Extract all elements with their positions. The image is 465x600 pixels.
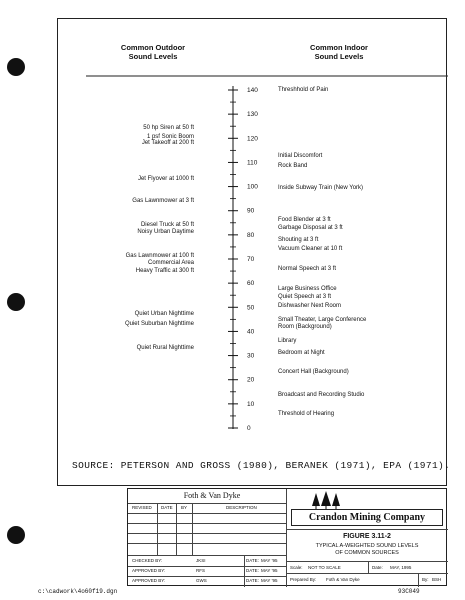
scale-tick-label: 90 [247,207,255,215]
outdoor-header-line2: Sound Levels [128,52,178,61]
indoor-source-label: Vacuum Cleaner at 10 ft [278,245,343,252]
date-value: MAY, 1995 [390,565,412,570]
indoor-source-label: Initial Discomfort [278,152,323,159]
approved-by-label-1: APPROVED BY: [132,568,166,573]
scale-tick-label: 30 [247,352,255,360]
scale-tick-label: 40 [247,328,255,336]
tree-logo [311,491,341,509]
indoor-source-label: Quiet Speech at 3 ft [278,294,332,301]
indoor-source-label: Garbage Disposal at 3 ft [278,225,343,232]
checked-by: JKSI [196,558,206,563]
prepared-by-label: Prepared By: [290,577,317,582]
indoor-source-label: Concert Hall (Background) [278,368,349,375]
figure-title-line2: OF COMMON SOURCES [335,550,399,556]
date-2: MAY '95 [261,568,278,573]
indoor-source-label: Dishwasher Next Room [278,302,342,309]
outdoor-source-label: Quiet Suburban Nighttime [124,320,194,327]
approved-by-2: GWS [196,578,207,583]
indoor-source-label: Shouting at 3 ft [278,237,319,244]
col-date: DATE [161,505,173,510]
scale-tick-label: 60 [247,280,255,288]
scale-tick-label: 140 [247,87,258,94]
outdoor-source-label: Jet Takeoff at 200 ft [141,139,194,146]
date-3: MAY '95 [261,578,278,583]
date-label-3: DATE: [246,578,259,583]
col-revised: REVISED [132,505,152,510]
figure-title-line1: TYPICAL A-WEIGHTED SOUND LEVELS [315,543,419,549]
outdoor-source-label: Heavy Traffic at 300 ft [135,267,194,274]
col-description: DESCRIPTION [226,505,257,510]
date-label-1: DATE: [246,558,259,563]
indoor-source-label: Normal Speech at 3 ft [278,266,337,273]
scale-tick-label: 20 [247,376,255,384]
scale-tick-label: 110 [247,159,258,167]
outdoor-source-label: Quiet Rural Nighttime [136,344,194,351]
outdoor-source-label: Jet Flyover at 1000 ft [137,175,194,182]
indoor-source-label: Food Blender at 3 ft [278,216,331,223]
outdoor-source-label: Commercial Area [147,260,194,267]
approved-by-1: RFS [196,568,205,573]
outdoor-source-label: Quiet Urban Nighttime [134,311,194,318]
indoor-header-line2: Sound Levels [314,52,364,61]
outdoor-source-label: Gas Lawnmower at 100 ft [125,253,194,260]
indoor-source-label: Inside Subway Train (New York) [278,185,364,192]
indoor-source-label: Broadcast and Recording Studio [278,391,365,398]
scale-tick-label: 10 [247,400,255,408]
firm-name: Foth & Van Dyke [183,491,241,500]
indoor-source-label: Bedroom at Night [278,349,325,356]
scale-value: NOT TO SCALE [308,565,341,570]
checked-by-label: CHECKED BY: [132,558,163,563]
cad-file-path: c:\cadwork\4o60f19.dgn [38,588,118,595]
indoor-source-label: Library [278,337,297,344]
outdoor-source-label: Gas Lawnmower at 3 ft [132,197,194,204]
scale-label: Scale: [290,565,303,570]
scale-tick-label: 0 [247,425,251,432]
indoor-source-label: Room (Background) [278,324,332,331]
col-by: BY [181,505,188,510]
indoor-source-label: Threshold of Hearing [278,411,335,418]
date-label-4: Date: [372,565,383,570]
prepared-by-value: Foth & Van Dyke [326,577,360,582]
indoor-header-line1: Common Indoor [310,43,368,52]
outdoor-source-label: 50 hp Siren at 50 ft [143,125,194,132]
source-citation: SOURCE: PETERSON AND GROSS (1980), BERANEK (1971), EPA (1971). [72,460,451,471]
date-1: MAY '95 [261,558,278,563]
scale-tick-label: 80 [247,231,255,239]
indoor-source-label: Large Business Office [278,285,337,292]
indoor-source-label: Threshhold of Pain [278,86,329,93]
outdoor-source-label: 1 psf Sonic Boom [146,133,194,140]
scale-tick-label: 70 [247,256,255,263]
scale-tick-label: 130 [247,111,258,119]
indoor-source-label: Rock Band [278,162,308,169]
figure-number: FIGURE 3.11-2 [343,533,391,540]
scale-tick-label: 50 [247,304,255,312]
outdoor-header-line1: Common Outdoor [120,43,186,52]
by-label: By: [422,577,429,582]
approved-by-label-2: APPROVED BY: [132,578,166,583]
title-block [127,488,447,586]
by-value: BSH [432,577,442,582]
outdoor-source-label: Noisy Urban Daytime [137,228,194,235]
scale-tick-label: 120 [247,135,258,143]
scale-tick-label: 100 [247,183,258,191]
indoor-source-label: Small Theater, Large Conference [278,317,367,324]
outdoor-source-label: Diesel Truck at 50 ft [140,221,194,228]
company-name: Crandon Mining Company [308,512,426,523]
document-number: 93C049 [398,588,420,595]
date-label-2: DATE: [246,568,259,573]
